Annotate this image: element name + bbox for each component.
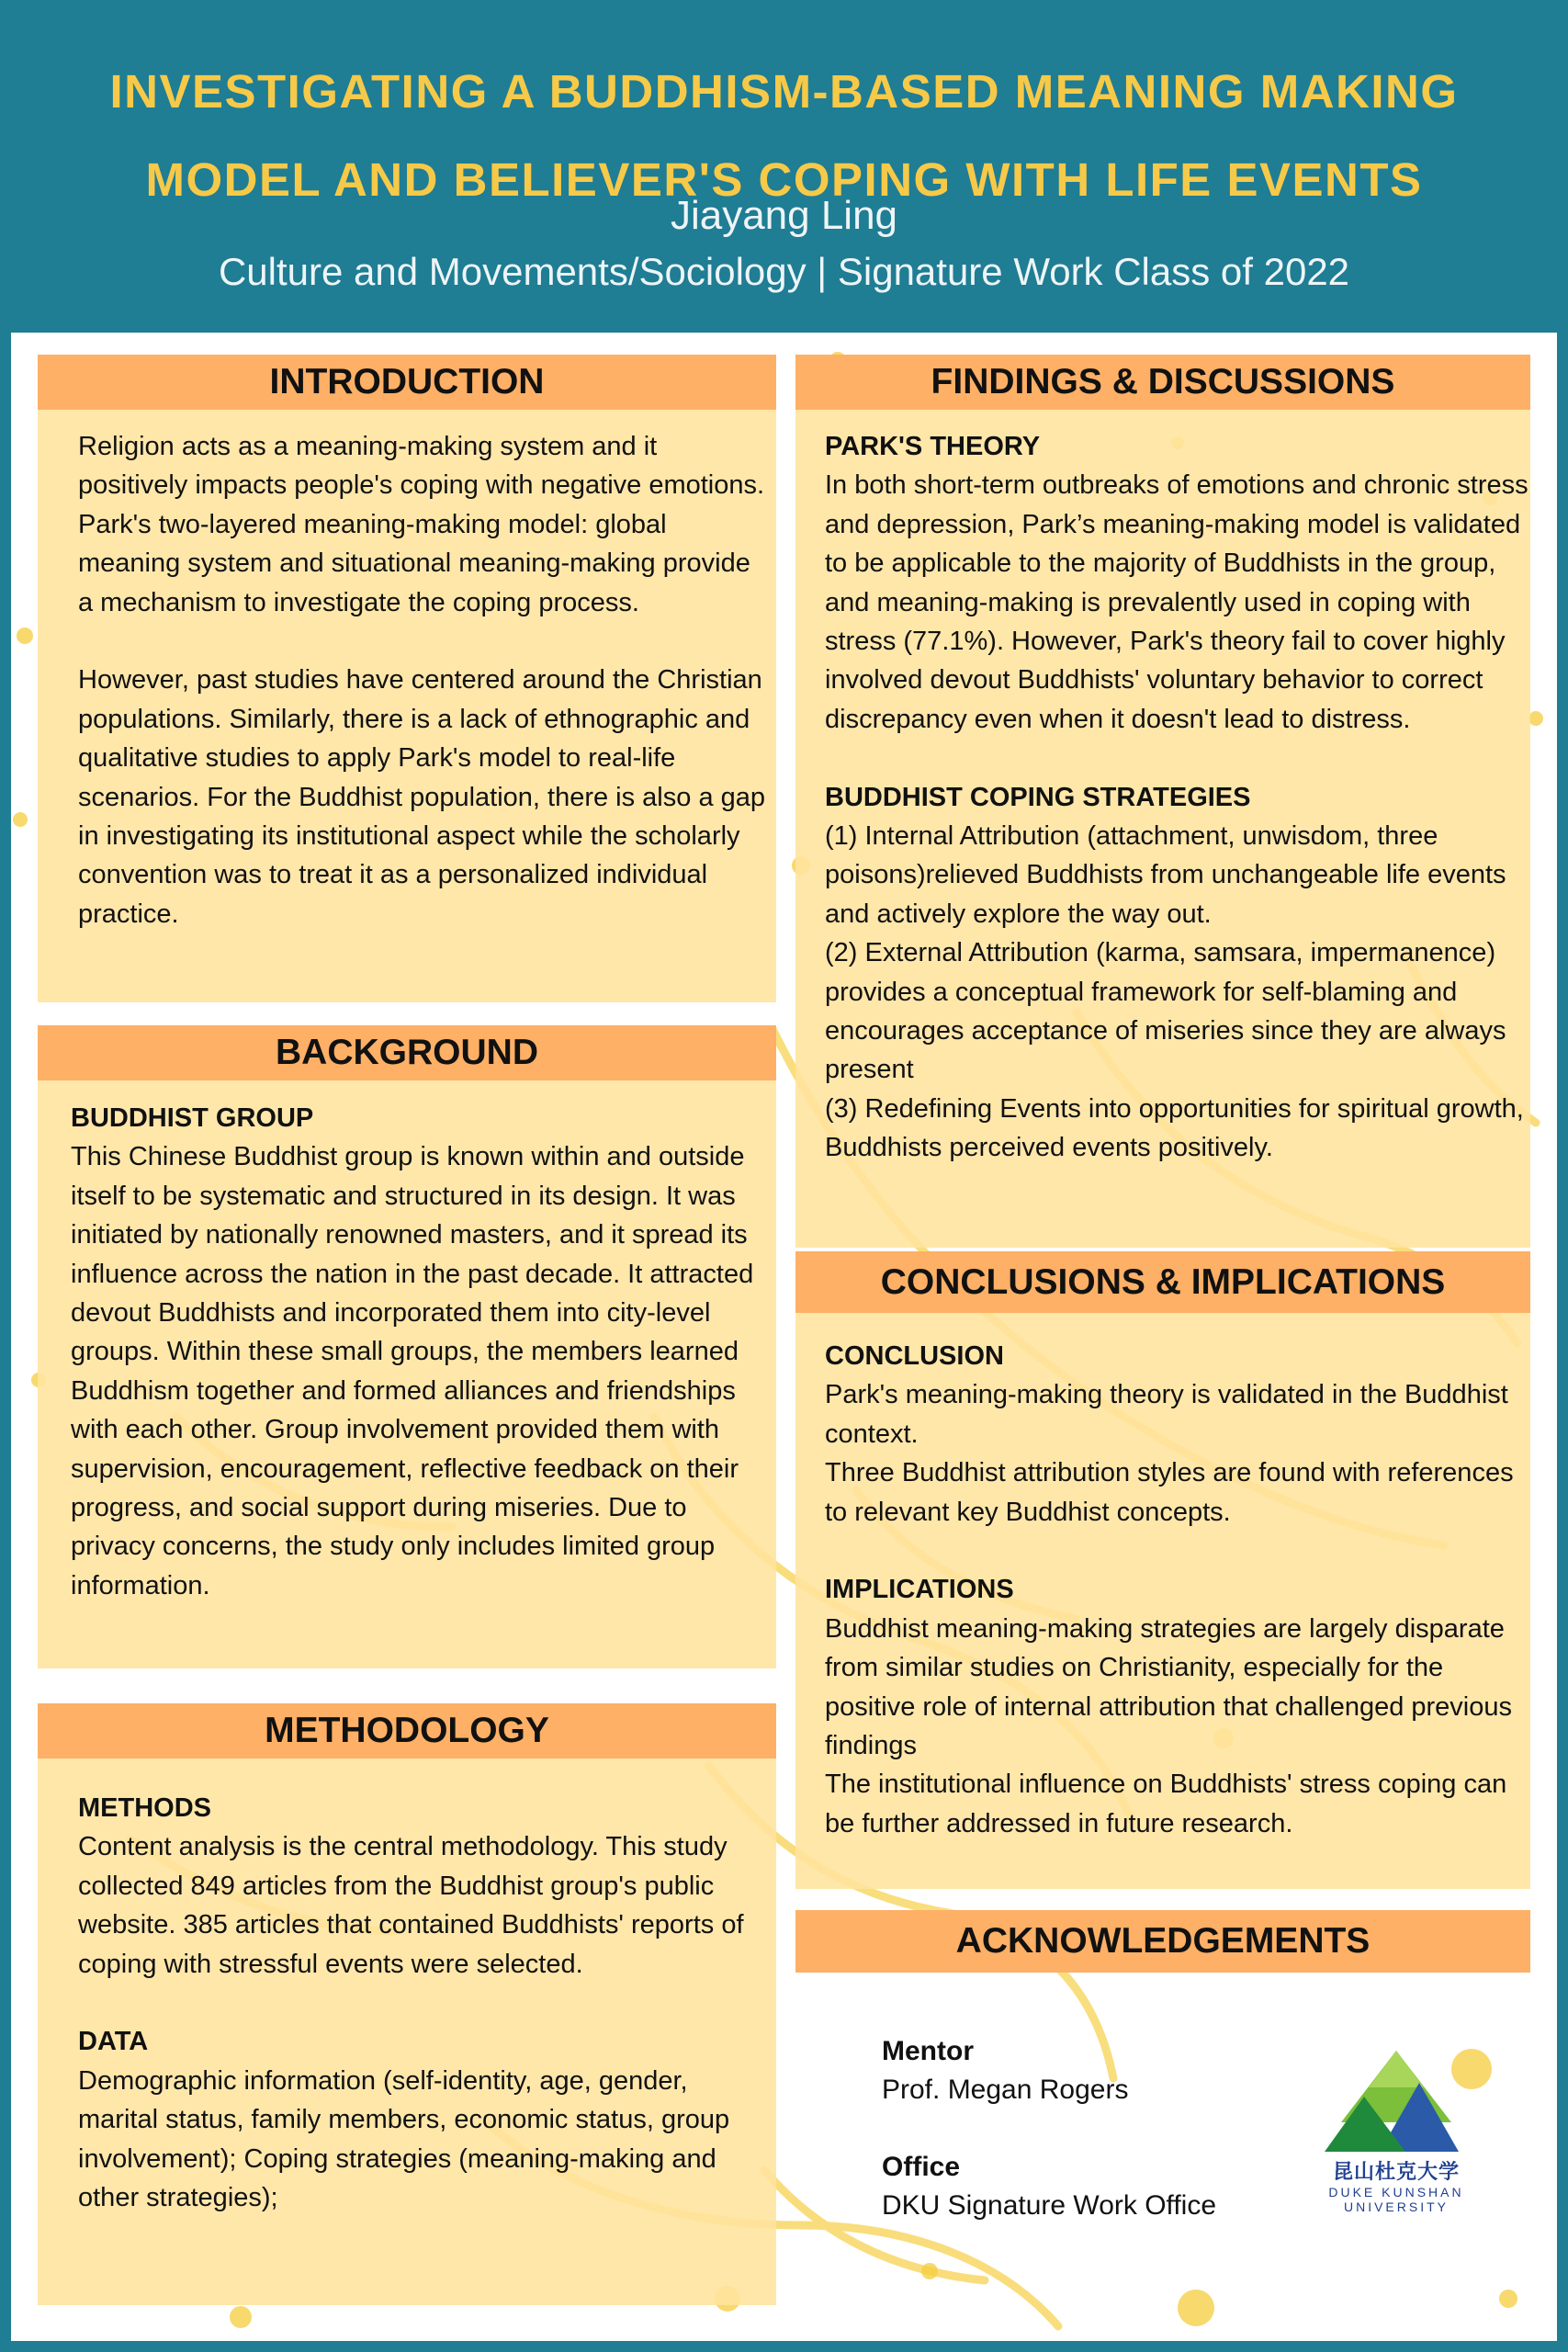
coping-strategies-subheading: BUDDHIST COPING STRATEGIES — [825, 782, 1251, 812]
poster-canvas — [11, 333, 1557, 2341]
logo-english-line-2: UNIVERSITY — [1343, 2199, 1449, 2214]
methods-body: Content analysis is the central methodology. This study collected 849 articles from the Buddhist group's public website. 385 articles that contained Buddhists' reports of coping with stressful events were selected. — [78, 1832, 744, 1979]
office-label: Office — [882, 2152, 961, 2182]
dku-logo — [1323, 2051, 1470, 2214]
conclusion-subheading: CONCLUSION — [825, 1341, 1004, 1371]
coping-strategy-3: (3) Redefining Events into opportunities for spiritual growth, Buddhists perceived events positively. — [825, 1093, 1524, 1163]
coping-strategy-1: (1) Internal Attribution (attachment, unwisdom, three poisons)relieved Buddhists from unchangeable life events and actively explore the way out. — [825, 821, 1506, 929]
conclusions-text — [825, 1337, 1530, 1843]
methods-subheading: METHODS — [78, 1793, 211, 1823]
logo-chinese-name: 昆山杜克大学 — [1332, 2160, 1460, 2183]
introduction-paragraph-1: Religion acts as a meaning-making system and it positively impacts people's coping with negative emotions. Park's two-layered meaning-making model: global meaning system and situational meaning-making provide a mechanism to investigate the coping process. — [78, 432, 765, 617]
findings-heading: FINDINGS & DISCUSSIONS — [795, 355, 1530, 410]
acknowledgements-text — [882, 2032, 1286, 2225]
conclusions-heading: CONCLUSIONS & IMPLICATIONS — [795, 1251, 1530, 1313]
background-heading: BACKGROUND — [38, 1025, 776, 1080]
background-subheading: BUDDHIST GROUP — [71, 1103, 314, 1133]
implications-subheading: IMPLICATIONS — [825, 1575, 1014, 1605]
implications-1: Buddhist meaning-making strategies are largely disparate from similar studies on Christianity, especially for the positive role of internal attribution that challenged previous findings — [825, 1613, 1513, 1761]
header-banner — [0, 0, 1568, 333]
background-text — [71, 1099, 767, 1605]
logo-english-line-1: DUKE KUNSHAN — [1328, 2185, 1464, 2199]
park-theory-subheading: PARK'S THEORY — [825, 432, 1041, 461]
dku-mountain-logo-icon — [1323, 2051, 1470, 2152]
methodology-heading: METHODOLOGY — [38, 1703, 776, 1758]
conclusion-2: Three Buddhist attribution styles are found with references to relevant key Buddhist concepts. — [825, 1458, 1514, 1527]
data-body: Demographic information (self-identity, age, gender, marital status, family members, economic status, group involvement); Coping strategies (meaning-making and other strategies); — [78, 2065, 730, 2213]
title-line-2: MODEL AND BELIEVER'S COPING WITH LIFE EVENTS — [145, 153, 1423, 206]
introduction-paragraph-2: However, past studies have centered around the Christian populations. Similarly, there is a lack of ethnographic and qualitative studies to apply Park's model to real-life scenarios. For the Buddhist population, there is also a gap in investigating its institutional aspect while the scholarly convention was to treat it as a personalized individual practice. — [78, 665, 766, 929]
title-line-1: INVESTIGATING A BUDDHISM-BASED MEANING MAKING — [109, 65, 1459, 118]
methodology-text — [78, 1789, 771, 2217]
office-name: DKU Signature Work Office — [882, 2190, 1217, 2221]
conclusion-1: Park's meaning-making theory is validated in the Buddhist context. — [825, 1380, 1508, 1449]
data-subheading: DATA — [78, 2027, 149, 2057]
author-name: Jiayang Ling — [670, 193, 898, 238]
poster-subtitle: Culture and Movements/Sociology | Signature Work Class of 2022 — [218, 250, 1350, 293]
acknowledgements-heading: ACKNOWLEDGEMENTS — [795, 1910, 1530, 1973]
mentor-label: Mentor — [882, 2036, 974, 2066]
coping-strategy-2: (2) External Attribution (karma, samsara, impermanence) provides a conceptual framework for self-blaming and encourages acceptance of miseries since they are always present — [825, 938, 1506, 1085]
park-theory-body: In both short-term outbreaks of emotions and chronic stress and depression, Park’s meaning-making model is validated to be applicable to the majority of Buddhists in the group, and meaning-making is prevalently used in coping with stress (77.1%). However, Park's theory fail to cover highly involved devout Buddhists' voluntary behavior to correct discrepancy even when it doesn't lead to distress. — [825, 470, 1529, 734]
implications-2: The institutional influence on Buddhists' stress coping can be further addressed in future research. — [825, 1770, 1507, 1838]
mentor-name: Prof. Megan Rogers — [882, 2075, 1129, 2105]
background-body: This Chinese Buddhist group is known within and outside itself to be systematic and structured in its design. It was initiated by nationally renowned masters, and it spread its influence across the nation in the past decade. It attracted devout Buddhists and incorporated them into city-level groups. Within these small groups, the members learned Buddhism together and formed alliances and friendships with each other. Group involvement provided them with supervision, encouragement, reflective feedback on their progress, and social support during miseries. Due to privacy concerns, the study only includes limited group information. — [71, 1142, 754, 1600]
introduction-text — [78, 427, 767, 933]
introduction-heading: INTRODUCTION — [38, 355, 776, 410]
findings-text — [825, 427, 1530, 1168]
